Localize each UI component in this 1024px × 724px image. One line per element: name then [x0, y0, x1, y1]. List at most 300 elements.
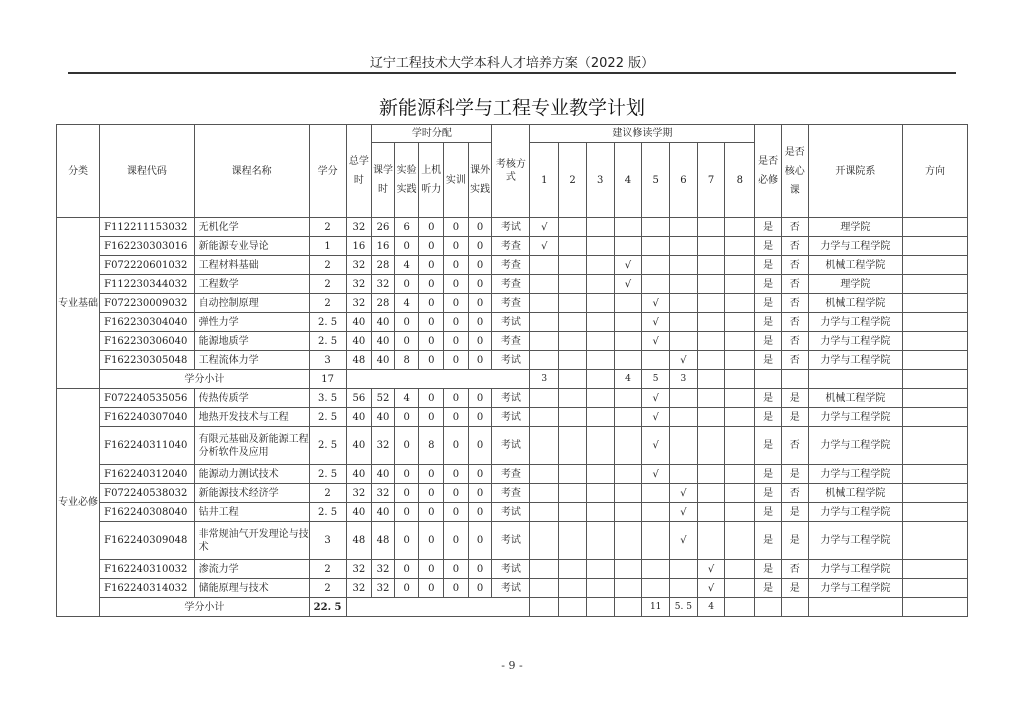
course-name: 有限元基础及新能源工程分析软件及应用	[194, 427, 309, 465]
col-header-semester-6: 6	[670, 143, 698, 218]
subtotal-semester-7	[697, 370, 725, 389]
semester-5-mark: √	[642, 389, 670, 408]
total-hours: 32	[346, 579, 372, 598]
semester-2-mark	[559, 522, 587, 560]
lab-hours: 0	[394, 313, 419, 332]
semester-3-mark	[586, 579, 614, 598]
semester-7-mark	[697, 408, 725, 427]
semester-3-mark	[586, 237, 614, 256]
exam-method: 考试	[492, 389, 530, 408]
col-header-core: 是否核心课	[781, 125, 808, 218]
semester-4-mark	[614, 503, 642, 522]
semester-5-mark: √	[642, 408, 670, 427]
lecture-hours: 52	[372, 389, 395, 408]
table-row	[57, 275, 968, 294]
training-hours: 0	[444, 313, 469, 332]
semester-5-mark	[642, 237, 670, 256]
semester-3-mark	[586, 218, 614, 237]
lecture-hours: 28	[372, 294, 395, 313]
course-code: F162240308040	[100, 503, 194, 522]
subtotal-blank	[346, 370, 530, 389]
course-name: 钻井工程	[194, 503, 309, 522]
course-code: F072240535056	[100, 389, 194, 408]
computer-hours: 0	[419, 313, 444, 332]
course-credits: 1	[309, 237, 346, 256]
semester-5-mark	[642, 522, 670, 560]
semester-4-mark	[614, 465, 642, 484]
table-row	[57, 560, 968, 579]
exam-method: 考查	[492, 484, 530, 503]
semester-3-mark	[586, 522, 614, 560]
semester-1-mark	[530, 389, 559, 408]
course-name: 工程流体力学	[194, 351, 309, 370]
department: 力学与工程学院	[808, 503, 902, 522]
required-flag: 是	[755, 237, 782, 256]
semester-4-mark	[614, 522, 642, 560]
semester-4-mark	[614, 579, 642, 598]
table-title: 新能源科学与工程专业教学计划	[378, 97, 645, 119]
core-flag: 否	[781, 484, 808, 503]
semester-8-mark	[725, 427, 755, 465]
required-flag: 是	[755, 256, 782, 275]
course-credits: 2	[309, 579, 346, 598]
direction	[903, 218, 968, 237]
semester-7-mark	[697, 294, 725, 313]
computer-hours: 0	[419, 465, 444, 484]
lecture-hours: 40	[372, 408, 395, 427]
semester-3-mark	[586, 332, 614, 351]
semester-4-mark	[614, 237, 642, 256]
training-hours: 0	[444, 275, 469, 294]
subtotal-empty	[808, 598, 902, 617]
extra-hours: 0	[468, 484, 492, 503]
lab-hours: 0	[394, 237, 419, 256]
computer-hours: 0	[419, 408, 444, 427]
course-name: 能源动力测试技术	[194, 465, 309, 484]
direction	[903, 313, 968, 332]
table-row	[57, 465, 968, 484]
semester-7-mark	[697, 503, 725, 522]
total-hours: 32	[346, 484, 372, 503]
table-row	[57, 427, 968, 465]
col-header-hours-group: 学时分配	[372, 125, 492, 143]
semester-1-mark	[530, 484, 559, 503]
table-row	[57, 256, 968, 275]
semester-2-mark	[559, 218, 587, 237]
department: 力学与工程学院	[808, 313, 902, 332]
semester-2-mark	[559, 465, 587, 484]
semester-2-mark	[559, 294, 587, 313]
required-flag: 是	[755, 218, 782, 237]
core-flag: 否	[781, 237, 808, 256]
training-hours: 0	[444, 522, 469, 560]
exam-method: 考试	[492, 351, 530, 370]
semester-4-mark	[614, 332, 642, 351]
semester-1-mark	[530, 275, 559, 294]
department: 力学与工程学院	[808, 351, 902, 370]
semester-8-mark	[725, 560, 755, 579]
semester-6-mark: √	[670, 522, 698, 560]
exam-method: 考试	[492, 522, 530, 560]
training-hours: 0	[444, 427, 469, 465]
semester-1-mark	[530, 256, 559, 275]
subtotal-semester-3	[586, 370, 614, 389]
required-flag: 是	[755, 503, 782, 522]
direction	[903, 275, 968, 294]
semester-1-mark	[530, 351, 559, 370]
exam-method: 考试	[492, 408, 530, 427]
exam-method: 考查	[492, 237, 530, 256]
computer-hours: 0	[419, 275, 444, 294]
lab-hours: 0	[394, 522, 419, 560]
semester-6-mark	[670, 218, 698, 237]
course-credits: 2. 5	[309, 503, 346, 522]
course-credits: 3. 5	[309, 389, 346, 408]
semester-7-mark: √	[697, 579, 725, 598]
direction	[903, 408, 968, 427]
course-credits: 2	[309, 275, 346, 294]
training-hours: 0	[444, 351, 469, 370]
lecture-hours: 48	[372, 522, 395, 560]
semester-2-mark	[559, 579, 587, 598]
lab-hours: 0	[394, 484, 419, 503]
semester-2-mark	[559, 313, 587, 332]
semester-8-mark	[725, 465, 755, 484]
semester-2-mark	[559, 389, 587, 408]
training-hours: 0	[444, 579, 469, 598]
semester-6-mark	[670, 313, 698, 332]
col-header-name: 课程名称	[194, 125, 309, 218]
document-header-title: 辽宁工程技术大学本科人才培养方案（2022 版）	[369, 56, 655, 71]
computer-hours: 0	[419, 522, 444, 560]
course-code: F162240311040	[100, 427, 194, 465]
col-header-category: 分类	[57, 125, 100, 218]
subtotal-empty	[903, 598, 968, 617]
core-flag: 是	[781, 465, 808, 484]
semester-4-mark	[614, 560, 642, 579]
semester-7-mark	[697, 389, 725, 408]
department: 力学与工程学院	[808, 408, 902, 427]
semester-6-mark	[670, 389, 698, 408]
direction	[903, 332, 968, 351]
semester-3-mark	[586, 294, 614, 313]
semester-2-mark	[559, 560, 587, 579]
training-hours: 0	[444, 465, 469, 484]
computer-hours: 8	[419, 427, 444, 465]
subtotal-empty	[755, 370, 782, 389]
semester-4-mark	[614, 408, 642, 427]
subtotal-semester-4: 4	[614, 370, 642, 389]
category-cell: 专业基础	[57, 218, 100, 389]
semester-3-mark	[586, 351, 614, 370]
direction	[903, 427, 968, 465]
lab-hours: 0	[394, 579, 419, 598]
required-flag: 是	[755, 484, 782, 503]
lab-hours: 0	[394, 332, 419, 351]
direction	[903, 522, 968, 560]
subtotal-semester-8	[725, 370, 755, 389]
extra-hours: 0	[468, 237, 492, 256]
lab-hours: 4	[394, 389, 419, 408]
course-name: 弹性力学	[194, 313, 309, 332]
semester-8-mark	[725, 579, 755, 598]
col-header-semester-group: 建议修读学期	[530, 125, 755, 143]
semester-4-mark: √	[614, 256, 642, 275]
subtotal-empty	[808, 370, 902, 389]
semester-1-mark	[530, 294, 559, 313]
lab-hours: 4	[394, 256, 419, 275]
course-credits: 2. 5	[309, 313, 346, 332]
department: 力学与工程学院	[808, 560, 902, 579]
course-name: 渗流力学	[194, 560, 309, 579]
department: 力学与工程学院	[808, 427, 902, 465]
computer-hours: 0	[419, 351, 444, 370]
semester-2-mark	[559, 256, 587, 275]
lecture-hours: 40	[372, 465, 395, 484]
exam-method: 考试	[492, 218, 530, 237]
course-code: F162240309048	[100, 522, 194, 560]
table-row	[57, 313, 968, 332]
semester-7-mark: √	[697, 560, 725, 579]
semester-7-mark	[697, 237, 725, 256]
subtotal-label: 学分小计	[100, 370, 309, 389]
page-number: - 9 -	[501, 659, 523, 672]
core-flag: 是	[781, 579, 808, 598]
total-hours: 32	[346, 275, 372, 294]
semester-6-mark	[670, 332, 698, 351]
semester-8-mark	[725, 218, 755, 237]
course-credits: 2. 5	[309, 427, 346, 465]
semester-7-mark	[697, 484, 725, 503]
category-cell: 专业必修	[57, 389, 100, 617]
core-flag: 否	[781, 218, 808, 237]
semester-8-mark	[725, 408, 755, 427]
semester-6-mark	[670, 560, 698, 579]
course-code: F162240312040	[100, 465, 194, 484]
semester-4-mark	[614, 389, 642, 408]
lecture-hours: 32	[372, 427, 395, 465]
required-flag: 是	[755, 332, 782, 351]
lecture-hours: 40	[372, 332, 395, 351]
lab-hours: 0	[394, 408, 419, 427]
subtotal-semester-7: 4	[697, 598, 725, 617]
course-name: 新能源专业导论	[194, 237, 309, 256]
exam-method: 考试	[492, 427, 530, 465]
direction	[903, 294, 968, 313]
computer-hours: 0	[419, 256, 444, 275]
semester-1-mark	[530, 579, 559, 598]
core-flag: 否	[781, 313, 808, 332]
semester-5-mark	[642, 275, 670, 294]
core-flag: 否	[781, 560, 808, 579]
course-code: F112230344032	[100, 275, 194, 294]
semester-2-mark	[559, 332, 587, 351]
computer-hours: 0	[419, 389, 444, 408]
required-flag: 是	[755, 408, 782, 427]
total-hours: 56	[346, 389, 372, 408]
table-row	[57, 484, 968, 503]
direction	[903, 503, 968, 522]
teaching-plan-table	[56, 124, 968, 617]
semester-8-mark	[725, 237, 755, 256]
semester-1-mark	[530, 427, 559, 465]
subtotal-blank	[346, 598, 530, 617]
semester-6-mark: √	[670, 484, 698, 503]
semester-7-mark	[697, 351, 725, 370]
col-header-semester-7: 7	[697, 143, 725, 218]
lab-hours: 0	[394, 560, 419, 579]
core-flag: 否	[781, 332, 808, 351]
semester-2-mark	[559, 351, 587, 370]
semester-3-mark	[586, 503, 614, 522]
semester-1-mark	[530, 560, 559, 579]
total-hours: 40	[346, 503, 372, 522]
semester-5-mark	[642, 503, 670, 522]
course-credits: 2. 5	[309, 332, 346, 351]
training-hours: 0	[444, 332, 469, 351]
semester-1-mark	[530, 503, 559, 522]
semester-6-mark: √	[670, 503, 698, 522]
col-header-code: 课程代码	[100, 125, 194, 218]
exam-method: 考查	[492, 332, 530, 351]
total-hours: 48	[346, 351, 372, 370]
exam-method: 考试	[492, 560, 530, 579]
course-name: 无机化学	[194, 218, 309, 237]
total-hours: 32	[346, 294, 372, 313]
semester-6-mark	[670, 256, 698, 275]
table-row	[57, 522, 968, 560]
training-hours: 0	[444, 560, 469, 579]
direction	[903, 484, 968, 503]
semester-5-mark: √	[642, 313, 670, 332]
semester-5-mark: √	[642, 465, 670, 484]
lab-hours: 6	[394, 218, 419, 237]
extra-hours: 0	[468, 218, 492, 237]
department: 理学院	[808, 275, 902, 294]
subtotal-semester-1: 3	[530, 370, 559, 389]
table-row	[57, 351, 968, 370]
core-flag: 否	[781, 256, 808, 275]
semester-8-mark	[725, 351, 755, 370]
header-rule	[68, 72, 956, 74]
exam-method: 考试	[492, 503, 530, 522]
lecture-hours: 40	[372, 313, 395, 332]
semester-5-mark: √	[642, 332, 670, 351]
required-flag: 是	[755, 522, 782, 560]
course-credits: 2	[309, 294, 346, 313]
required-flag: 是	[755, 579, 782, 598]
table-row	[57, 237, 968, 256]
department: 力学与工程学院	[808, 465, 902, 484]
department: 力学与工程学院	[808, 579, 902, 598]
semester-8-mark	[725, 389, 755, 408]
course-name: 工程数学	[194, 275, 309, 294]
semester-5-mark	[642, 351, 670, 370]
semester-5-mark	[642, 218, 670, 237]
semester-3-mark	[586, 389, 614, 408]
course-code: F162230305048	[100, 351, 194, 370]
department: 机械工程学院	[808, 256, 902, 275]
semester-1-mark: √	[530, 237, 559, 256]
semester-7-mark	[697, 275, 725, 294]
extra-hours: 0	[468, 294, 492, 313]
course-name: 地热开发技术与工程	[194, 408, 309, 427]
semester-6-mark	[670, 465, 698, 484]
col-header-hours-lab: 实验实践	[394, 143, 419, 218]
semester-8-mark	[725, 503, 755, 522]
col-header-semester-2: 2	[559, 143, 587, 218]
department: 机械工程学院	[808, 484, 902, 503]
lecture-hours: 28	[372, 256, 395, 275]
course-code: F162230306040	[100, 332, 194, 351]
course-credits: 2. 5	[309, 465, 346, 484]
semester-6-mark: √	[670, 351, 698, 370]
extra-hours: 0	[468, 275, 492, 294]
course-name: 储能原理与技术	[194, 579, 309, 598]
lab-hours: 8	[394, 351, 419, 370]
semester-7-mark	[697, 522, 725, 560]
exam-method: 考查	[492, 256, 530, 275]
col-header-hours-extra: 课外实践	[468, 143, 492, 218]
direction	[903, 465, 968, 484]
subtotal-semester-2	[559, 370, 587, 389]
semester-6-mark	[670, 275, 698, 294]
semester-5-mark: √	[642, 427, 670, 465]
computer-hours: 0	[419, 294, 444, 313]
semester-3-mark	[586, 408, 614, 427]
direction	[903, 560, 968, 579]
semester-3-mark	[586, 560, 614, 579]
total-hours: 16	[346, 237, 372, 256]
core-flag: 是	[781, 408, 808, 427]
extra-hours: 0	[468, 389, 492, 408]
semester-2-mark	[559, 484, 587, 503]
col-header-hours-lecture: 课学时	[372, 143, 395, 218]
semester-7-mark	[697, 218, 725, 237]
semester-6-mark	[670, 237, 698, 256]
course-credits: 2	[309, 560, 346, 579]
course-code: F072220601032	[100, 256, 194, 275]
semester-7-mark	[697, 332, 725, 351]
course-name: 传热传质学	[194, 389, 309, 408]
semester-4-mark	[614, 313, 642, 332]
course-code: F162230303016	[100, 237, 194, 256]
semester-8-mark	[725, 484, 755, 503]
total-hours: 40	[346, 408, 372, 427]
semester-2-mark	[559, 237, 587, 256]
col-header-required: 是否必修	[755, 125, 782, 218]
semester-1-mark	[530, 465, 559, 484]
exam-method: 考查	[492, 465, 530, 484]
course-code: F162240310032	[100, 560, 194, 579]
department: 理学院	[808, 218, 902, 237]
semester-8-mark	[725, 332, 755, 351]
col-header-semester-8: 8	[725, 143, 755, 218]
subtotal-empty	[781, 370, 808, 389]
col-header-direction: 方向	[903, 125, 968, 218]
table-row	[57, 503, 968, 522]
computer-hours: 0	[419, 484, 444, 503]
course-code: F072230009032	[100, 294, 194, 313]
lecture-hours: 32	[372, 579, 395, 598]
subtotal-semester-2	[559, 598, 587, 617]
semester-5-mark: √	[642, 294, 670, 313]
required-flag: 是	[755, 351, 782, 370]
semester-1-mark	[530, 408, 559, 427]
direction	[903, 351, 968, 370]
semester-3-mark	[586, 465, 614, 484]
col-header-hours-computer: 上机听力	[419, 143, 444, 218]
